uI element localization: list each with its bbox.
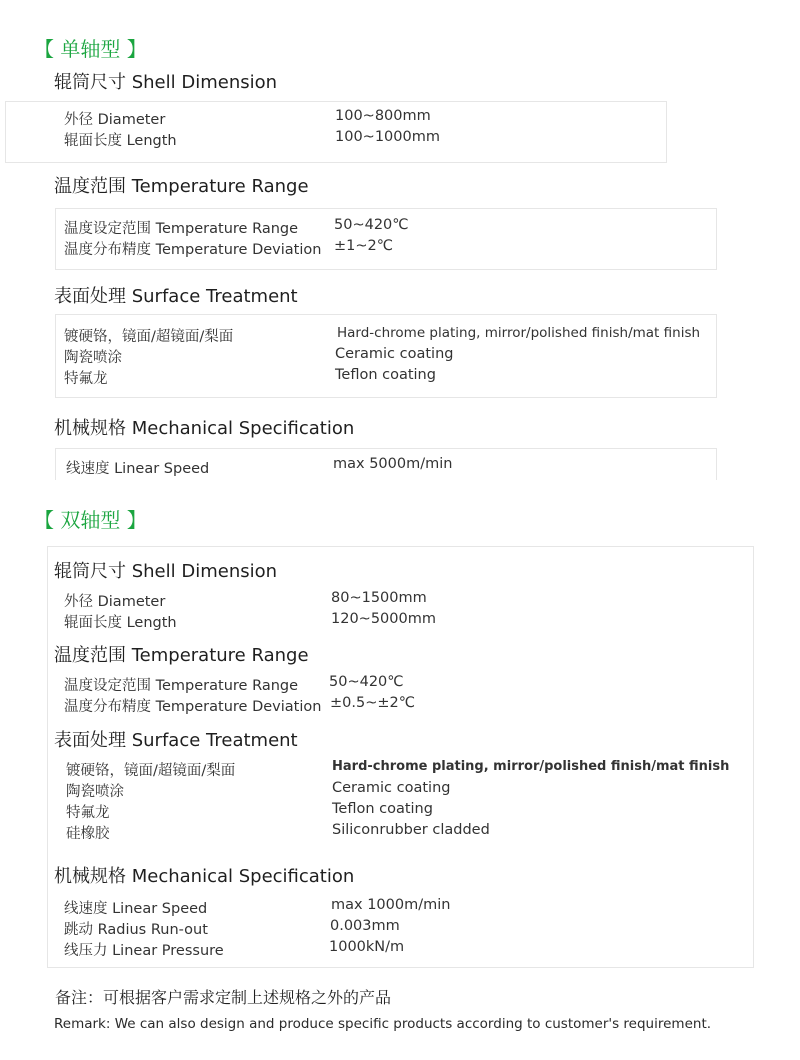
single-mechanical-title: 机械规格 Mechanical Specification bbox=[54, 418, 355, 439]
double-mechanical-title: 机械规格 Mechanical Specification bbox=[54, 866, 355, 887]
double-mech-runout-label: 跳动 Radius Run-out bbox=[64, 922, 208, 938]
single-surface-chrome-value: Hard-chrome plating, mirror/polished finish/mat finish bbox=[337, 325, 701, 341]
single-temp-range-value: 50~420℃ bbox=[334, 217, 409, 233]
double-shell-dimension-title: 辊筒尺寸 Shell Dimension bbox=[54, 561, 278, 582]
remark-chinese: 备注：可根据客户需求定制上述规格之外的产品 bbox=[55, 988, 392, 1007]
double-mech-pressure-label: 线压力 Linear Pressure bbox=[64, 943, 224, 959]
double-shell-length-label: 辊面长度 Length bbox=[64, 615, 177, 631]
double-temp-deviation-value: ±0.5~±2℃ bbox=[330, 695, 416, 711]
double-temp-range-value: 50~420℃ bbox=[329, 674, 404, 690]
single-shell-dimension-title: 辊筒尺寸 Shell Dimension bbox=[54, 72, 278, 93]
single-shell-length-value: 100~1000mm bbox=[335, 129, 440, 145]
double-surface-title: 表面处理 Surface Treatment bbox=[54, 730, 298, 751]
double-mech-speed-label: 线速度 Linear Speed bbox=[64, 901, 208, 917]
double-mech-pressure-value: 1000kN/m bbox=[329, 939, 405, 955]
double-surface-chrome-value: Hard-chrome plating, mirror/polished finish/mat finish bbox=[332, 759, 730, 774]
single-shell-diameter-value: 100~800mm bbox=[335, 108, 431, 124]
single-temp-range-label: 温度设定范围 Temperature Range bbox=[64, 221, 299, 237]
double-temp-deviation-label: 温度分布精度 Temperature Deviation bbox=[64, 699, 322, 715]
double-mech-runout-value: 0.003mm bbox=[330, 918, 400, 934]
remark-english: Remark: We can also design and produce specific products according to customer's requirement. bbox=[54, 1016, 712, 1032]
single-surface-chrome-label: 镀硬铬，镜面/超镜面/梨面 bbox=[64, 329, 234, 345]
single-surface-teflon-value: Teflon coating bbox=[335, 367, 436, 383]
double-surface-chrome-label: 镀硬铬，镜面/超镜面/梨面 bbox=[66, 763, 236, 779]
single-surface-ceramic-label: 陶瓷喷涂 bbox=[64, 350, 122, 366]
double-surface-silicone-label: 硅橡胶 bbox=[66, 826, 110, 842]
double-surface-ceramic-label: 陶瓷喷涂 bbox=[66, 784, 124, 800]
double-surface-silicone-value: Siliconrubber cladded bbox=[332, 822, 490, 838]
single-surface-teflon-label: 特氟龙 bbox=[64, 371, 108, 387]
double-surface-teflon-value: Teflon coating bbox=[332, 801, 433, 817]
double-shell-diameter-label: 外径 Diameter bbox=[64, 594, 166, 610]
single-shell-length-label: 辊面长度 Length bbox=[64, 133, 177, 149]
single-surface-title: 表面处理 Surface Treatment bbox=[54, 286, 298, 307]
double-shell-diameter-value: 80~1500mm bbox=[331, 590, 427, 606]
double-surface-ceramic-value: Ceramic coating bbox=[332, 780, 451, 796]
single-mech-speed-value: max 5000m/min bbox=[333, 456, 453, 472]
double-mech-speed-value: max 1000m/min bbox=[331, 897, 451, 913]
single-temperature-title: 温度范围 Temperature Range bbox=[54, 176, 309, 197]
single-mech-speed-label: 线速度 Linear Speed bbox=[66, 461, 210, 477]
double-surface-teflon-label: 特氟龙 bbox=[66, 805, 110, 821]
double-shell-length-value: 120~5000mm bbox=[331, 611, 436, 627]
single-shell-diameter-label: 外径 Diameter bbox=[64, 112, 166, 128]
double-temperature-title: 温度范围 Temperature Range bbox=[54, 645, 309, 666]
single-axis-type-title: 【 单轴型 】 bbox=[34, 37, 147, 61]
single-surface-ceramic-value: Ceramic coating bbox=[335, 346, 454, 362]
single-temp-deviation-value: ±1~2℃ bbox=[334, 238, 394, 254]
double-axis-type-title: 【 双轴型 】 bbox=[34, 508, 147, 532]
single-temp-deviation-label: 温度分布精度 Temperature Deviation bbox=[64, 242, 322, 258]
double-temp-range-label: 温度设定范围 Temperature Range bbox=[64, 678, 299, 694]
